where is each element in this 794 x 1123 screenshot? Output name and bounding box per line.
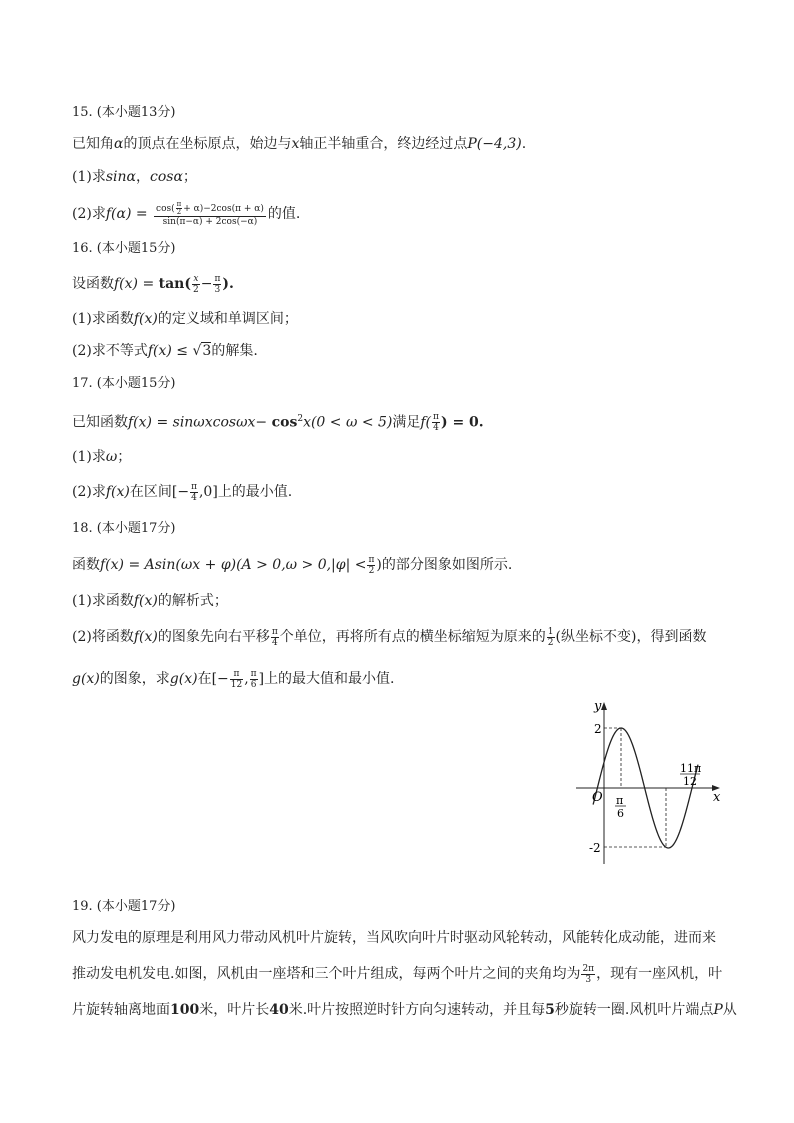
problem-18-header: 18. (本小题17分): [72, 521, 176, 536]
y-axis-label: y: [594, 699, 602, 714]
problem-15-header: 15. (本小题13分): [72, 105, 176, 120]
x-tick-11pi-over-12-den: 12: [683, 775, 697, 788]
problem-15-question-1: (1)求sinα，cosα；: [72, 169, 197, 185]
problem-17-stem: 已知函数$f(x) = \sin\omega xcos\omega x- \cos^2x(0 < \omega < 5)$满足f( $\frac{\pi}{4}$ ) = 0.: [72, 412, 484, 434]
problem-18-question-2-line-2: g(x)的图象，求g(x)在[− $\frac{\pi}{12}$ , $\frac{\pi}{6}$ ]上的最大值和最小值.: [72, 668, 395, 690]
origin-label: O: [592, 790, 603, 805]
problem-15-question-2: (2)求f(α) = cos( $\frac{\pi}{2}$ + α)−2cos(π + α) sin(π−α) + 2cos(−α) 的值.: [72, 199, 301, 227]
problem-17-header: 17. (本小题15分): [72, 376, 176, 391]
problem-16-header: 16. (本小题15分): [72, 241, 176, 256]
problem-19-header: 19. (本小题17分): [72, 899, 176, 914]
p15-fraction: cos( $\frac{\pi}{2}$ + α)−2cos(π + α) sin(π−α) + 2cos(−α): [156, 199, 264, 227]
sine-graph-figure: [570, 696, 730, 868]
problem-15-stem: 已知角α的顶点在坐标原点，始边与x轴正半轴重合，终边经过点P(−4,3).: [72, 136, 527, 152]
problem-19-line-1: 风力发电的原理是利用风力带动风机叶片旋转，当风吹向叶片时驱动风轮转动，风能转化成动能，进而来: [72, 930, 716, 946]
x-tick-pi-over-6-den: 6: [617, 807, 624, 820]
y-axis-arrow-icon: [601, 702, 607, 710]
problem-18-question-1: (1)求函数f(x)的解析式；: [72, 593, 228, 609]
x-axis-label: x: [713, 790, 721, 805]
problem-16-question-2: (2)求不等式f(x) ≤ √3的解集.: [72, 343, 258, 359]
problem-19-line-2: 推动发电机发电.如图，风机由一座塔和三个叶片组成，每两个叶片之间的夹角均为 $\frac{2\pi}{3}$ ，现有一座风机，叶: [72, 963, 723, 985]
y-tick-neg2: -2: [589, 841, 601, 855]
problem-16-question-1: (1)求函数f(x)的定义域和单调区间；: [72, 311, 298, 327]
problem-16-stem: 设函数f(x) = tan( $\frac{x}{2}$ − $\frac{\pi}{3}$ ).: [72, 273, 234, 295]
problem-17-question-2: (2)求f(x)在区间[− $\frac{\pi}{4}$ ,0]上的最小值.: [72, 481, 293, 503]
x-tick-pi-over-6-num: π: [616, 794, 624, 807]
x-tick-11pi-over-12-num: 11π: [680, 762, 702, 775]
y-tick-2: 2: [594, 722, 602, 736]
problem-18-question-2-line-1: (2)将函数f(x)的图象先向右平移 $\frac{\pi}{4}$ 个单位，再将所有点的横坐标缩短为原来的 $\frac{1}{2}$ (纵坐标不变)，得到函数: [72, 626, 707, 648]
problem-18-stem: 函数f(x) = Asin(ωx + φ)(A > 0,ω > 0,|φ| < $\frac{\pi}{2}$ )的部分图象如图所示.: [72, 554, 513, 576]
problem-19-line-3: 片旋转轴离地面100米，叶片长40米.叶片按照逆时针方向匀速转动，并且每5秒旋转一圈.风机叶片端点P从: [72, 1002, 737, 1018]
problem-17-question-1: (1)求ω；: [72, 449, 132, 465]
